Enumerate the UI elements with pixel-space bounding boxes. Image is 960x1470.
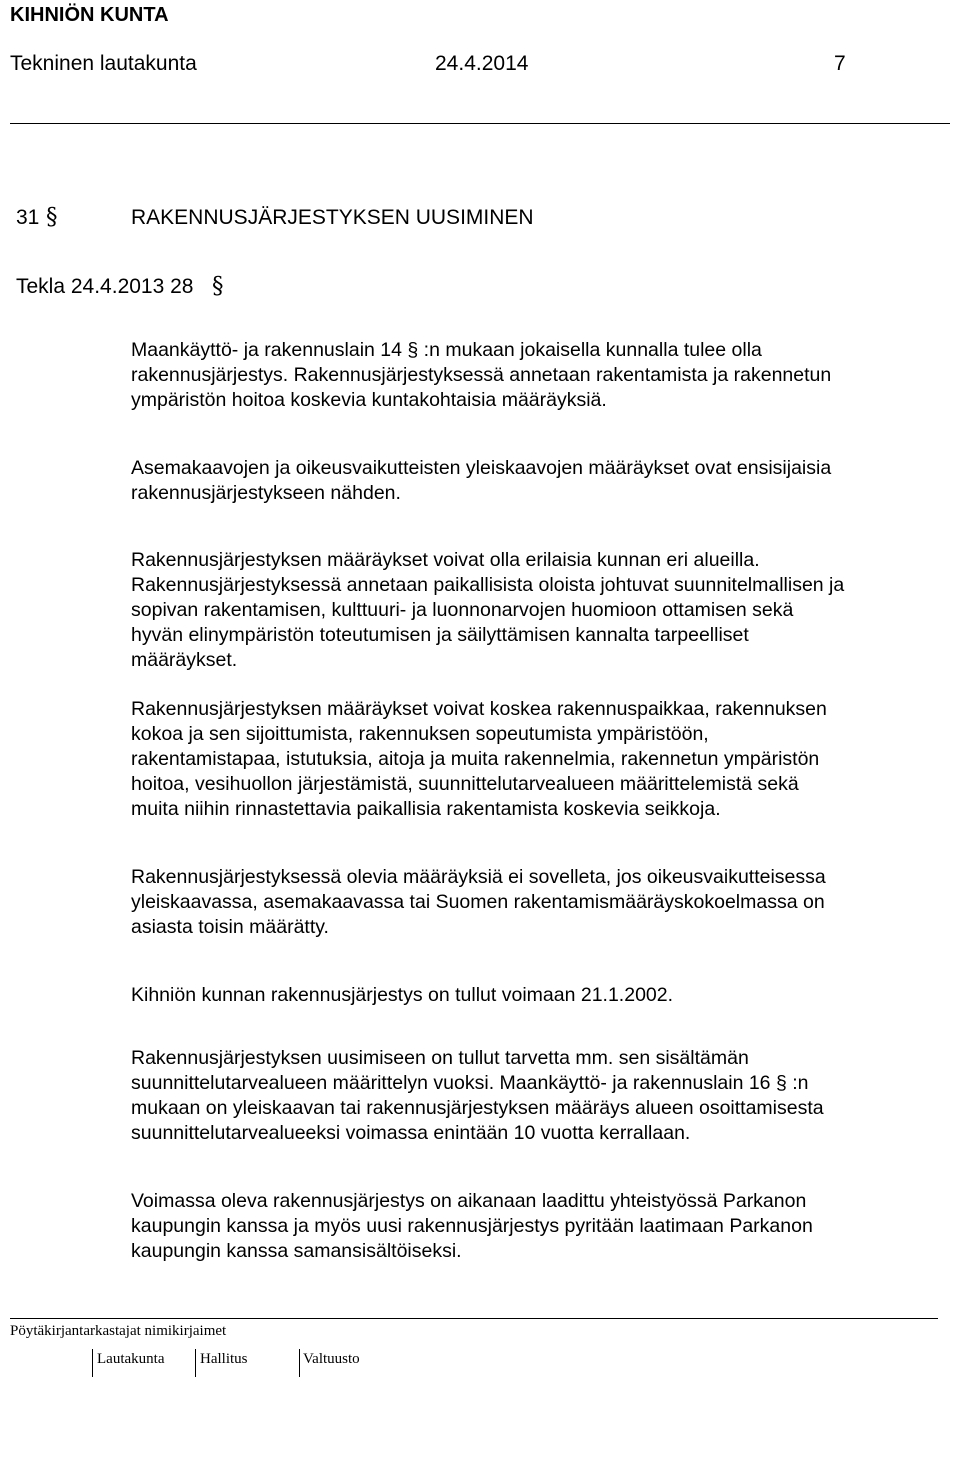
section-title: RAKENNUSJÄRJESTYKSEN UUSIMINEN: [131, 206, 534, 229]
paragraph-line: Asemakaavojen ja oikeusvaikutteisten yleiskaavojen määräykset ovat ensisijaisia: [131, 457, 832, 479]
paragraph-line: kaupungin kanssa ja myös uusi rakennusjärjestys pyritään laatimaan Parkanon: [131, 1215, 813, 1237]
paragraph: [131, 456, 941, 506]
paragraph-line: suunnittelutarvealueeksi voimassa enintään 10 vuotta kerrallaan.: [131, 1122, 691, 1144]
paragraph: [131, 697, 941, 822]
section-symbol: §: [46, 204, 58, 230]
signature-column-hallitus: Hallitus: [200, 1351, 248, 1367]
paragraph-line: Voimassa oleva rakennusjärjestys on aikanaan laadittu yhteistyössä Parkanon: [131, 1190, 807, 1212]
paragraph-line: Rakennusjärjestyksessä olevia määräyksiä ei sovelleta, jos oikeusvaikutteisessa: [131, 866, 826, 888]
board-name: Tekninen lautakunta: [10, 52, 197, 75]
signature-box-divider: [92, 1349, 93, 1377]
paragraph-line: hoitoa, vesihuollon järjestämistä, suunnittelutarvealueen määrittelemistä sekä: [131, 773, 799, 795]
signature-box-divider: [195, 1349, 196, 1377]
paragraph-line: yleiskaavassa, asemakaavassa tai Suomen rakentamismääräyskokoelmassa on: [131, 891, 825, 913]
paragraph-line: Rakennusjärjestyksen määräykset voivat olla erilaisia kunnan eri alueilla.: [131, 549, 760, 571]
paragraph-line: hyvän elinympäristön toteutumisen ja säilyttämisen kannalta tarpeelliset: [131, 624, 749, 646]
paragraph-line: muita niihin rinnastettavia paikallisia rakentamista koskevia seikkoja.: [131, 798, 721, 820]
paragraph-line: ympäristön hoitoa koskevia kuntakohtaisia määräyksiä.: [131, 389, 607, 411]
paragraph-line: kaupungin kanssa samansisältöiseksi.: [131, 1240, 462, 1262]
paragraph: [131, 865, 941, 940]
signature-column-valtuusto: Valtuusto: [303, 1351, 360, 1367]
meeting-date: 24.4.2014: [435, 52, 529, 75]
paragraph-line: rakennusjärjestykseen nähden.: [131, 482, 401, 504]
paragraph-line: Rakennusjärjestyksen määräykset voivat koskea rakennuspaikkaa, rakennuksen: [131, 698, 827, 720]
paragraph-line: määräykset.: [131, 649, 238, 671]
signature-box-divider: [299, 1349, 300, 1377]
paragraph-line: Rakennusjärjestyksen uusimiseen on tullut tarvetta mm. sen sisältämän: [131, 1047, 749, 1069]
organization-name: KIHNIÖN KUNTA: [10, 4, 169, 26]
signature-column-lautakunta: Lautakunta: [97, 1351, 165, 1367]
page-number: 7: [834, 52, 846, 75]
reference-section-symbol: §: [212, 273, 224, 299]
paragraph: [131, 1189, 941, 1264]
paragraph-line: rakentamistapaa, istutuksia, aitoja ja muita rakennelmia, rakennetun ympäristön: [131, 748, 820, 770]
section-number: 31: [16, 206, 40, 229]
paragraph-line: sopivan rakentamisen, kulttuuri- ja luonnonarvojen huomioon ottamisen sekä: [131, 599, 794, 621]
reference-text: Tekla 24.4.2013 28: [16, 275, 194, 298]
paragraph: [131, 548, 941, 673]
footer-divider: [10, 1318, 938, 1319]
header-divider: [10, 123, 950, 124]
paragraph-line: Kihniön kunnan rakennusjärjestys on tullut voimaan 21.1.2002.: [131, 984, 674, 1006]
paragraph-line: suunnittelutarvealueen määrittelyn vuoksi. Maankäyttö- ja rakennuslain 16 § :n: [131, 1072, 809, 1094]
signature-label: Pöytäkirjantarkastajat nimikirjaimet: [10, 1323, 227, 1339]
paragraph-line: rakennusjärjestys. Rakennusjärjestyksessä annetaan rakentamista ja rakennetun: [131, 364, 832, 386]
paragraph: [131, 983, 941, 1008]
paragraph: [131, 1046, 941, 1146]
paragraph: [131, 338, 941, 413]
paragraph-line: Rakennusjärjestyksessä annetaan paikallisista oloista johtuvat suunnitelmallisen ja: [131, 574, 845, 596]
paragraph-line: kokoa ja sen sijoittumista, rakennuksen sopeutumista ympäristöön,: [131, 723, 709, 745]
paragraph-line: mukaan on yleiskaavan tai rakennusjärjestyksen määräys alueen osoittamisesta: [131, 1097, 824, 1119]
paragraph-line: Maankäyttö- ja rakennuslain 14 § :n mukaan jokaisella kunnalla tulee olla: [131, 339, 762, 361]
paragraph-line: asiasta toisin määrätty.: [131, 916, 329, 938]
